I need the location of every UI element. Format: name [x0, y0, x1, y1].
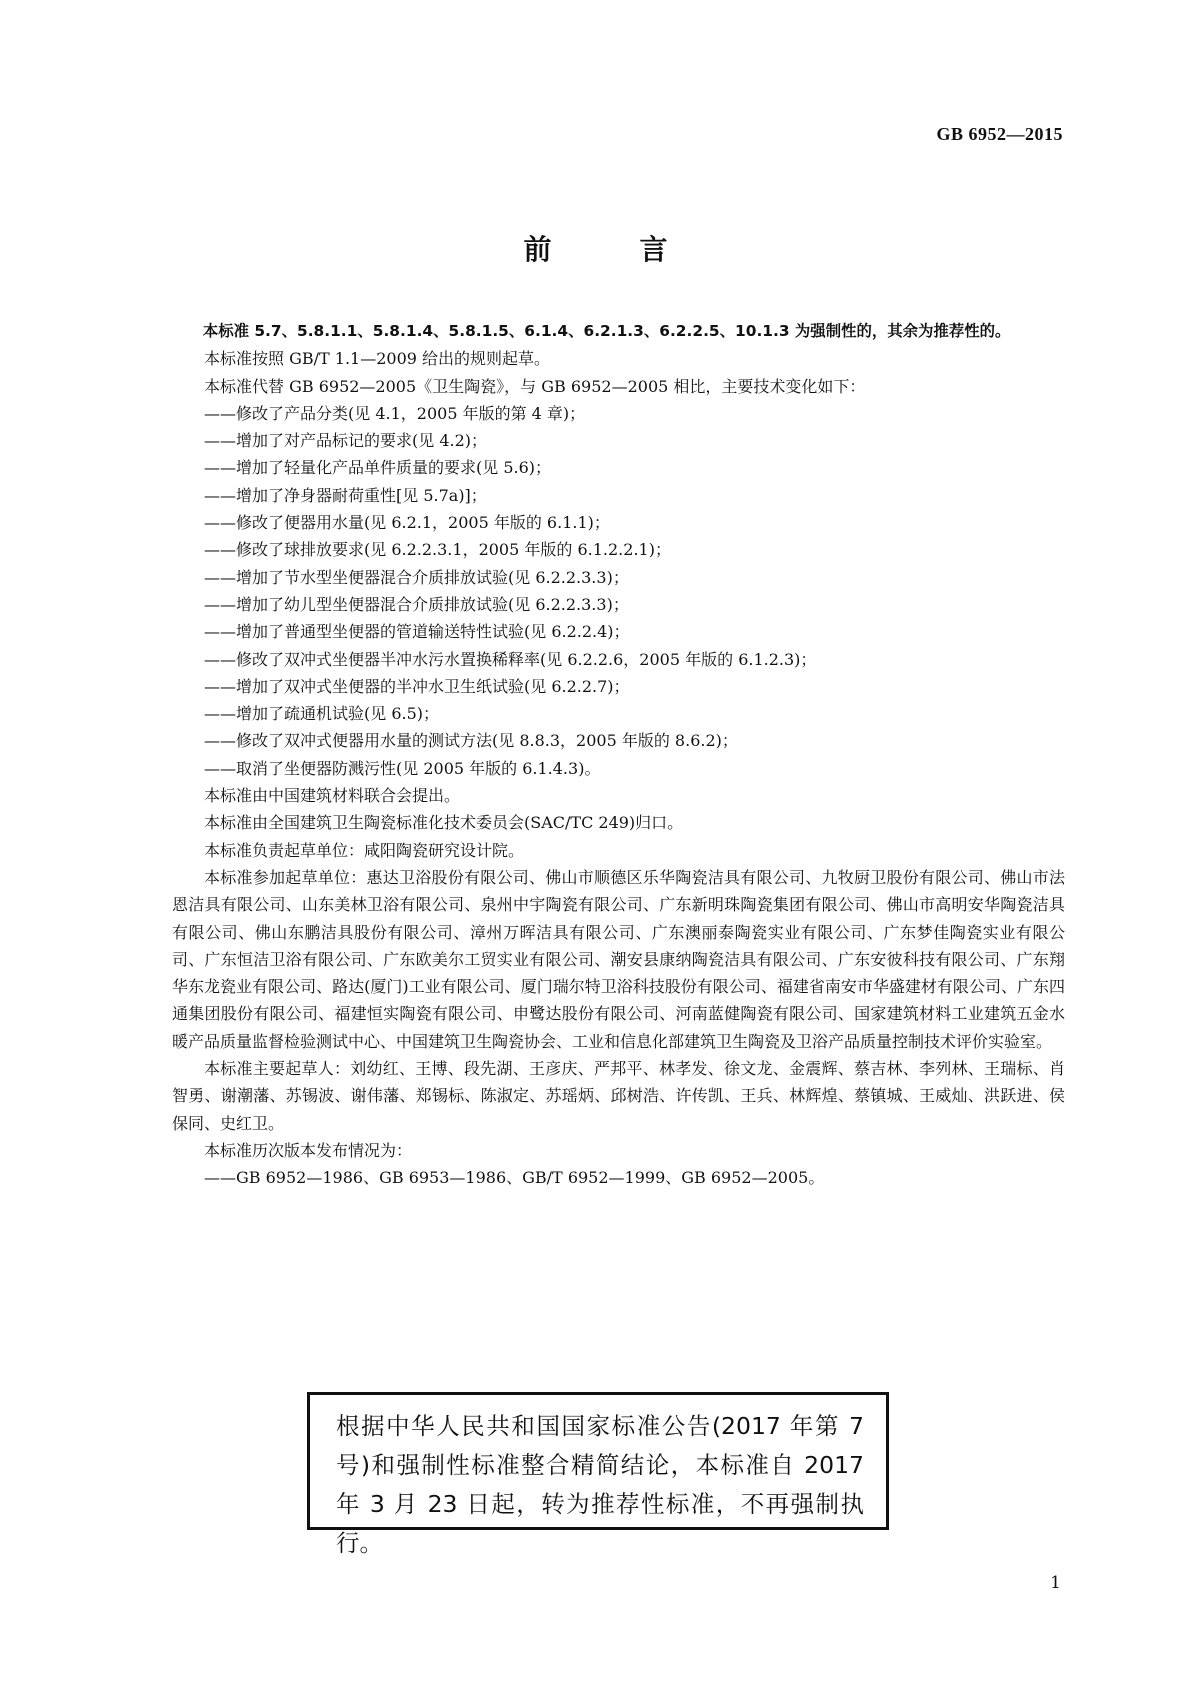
list-item: ——增加了幼儿型坐便器混合介质排放试验(见 6.2.2.3.3)； [204, 594, 629, 614]
history-list-item: ——GB 6952—1986、GB 6953—1986、GB/T 6952—1999、GB 6952—2005。 [204, 1168, 825, 1188]
list-item: ——修改了双冲式坐便器半冲水污水置换稀释率(见 6.2.2.6，2005 年版的 6.1.2.3)； [204, 649, 817, 669]
replaces-paragraph: 本标准代替 GB 6952—2005《卫生陶瓷》，与 GB 6952—2005 相比，主要技术变化如下： [204, 376, 866, 396]
list-item: ——增加了对产品标记的要求(见 4.2)； [204, 431, 488, 451]
page-title: 前 言 [523, 233, 698, 266]
list-item: ——修改了便器用水量(见 6.2.1，2005 年版的 6.1.1)； [204, 513, 610, 533]
main-drafters-paragraph: 本标准主要起草人：刘幼红、王博、段先湖、王彦庆、严邦平、林孝发、徐文龙、金震辉、蔡吉林、李列林、王瑞标、肖智勇、谢潮藩、苏锡波、谢伟藩、郑锡标、陈淑定、苏瑶炳、邱树浩、许传凯、王兵、林辉煌、蔡镇城、王威灿、洪跃进、侯保同、史红卫。 [172, 1059, 1065, 1133]
standard-code: GB 6952—2015 [936, 124, 1063, 144]
changes-list [172, 400, 1065, 782]
list-item: ——修改了产品分类(见 4.1，2005 年版的第 4 章)； [204, 403, 586, 423]
list-item: ——修改了球排放要求(见 6.2.2.3.1，2005 年版的 6.1.2.2.1)； [204, 540, 671, 560]
page-number: 1 [1050, 1573, 1061, 1593]
history-intro-paragraph: 本标准历次版本发布情况为： [204, 1140, 413, 1160]
proposed-by-paragraph: 本标准由中国建筑材料联合会提出。 [204, 786, 461, 806]
list-item: ——增加了轻量化产品单件质量的要求(见 5.6)； [204, 458, 552, 478]
list-item: ——修改了双冲式便器用水量的测试方法(见 8.8.3，2005 年版的 8.6.2)； [204, 731, 738, 751]
list-item: ——增加了净身器耐荷重性[见 5.7a)]； [204, 485, 487, 505]
mandatory-clauses-paragraph: 本标准 5.7、5.8.1.1、5.8.1.4、5.8.1.5、6.1.4、6.2.1.3、6.2.2.5、10.1.3 为强制性的，其余为推荐性的。 [202, 322, 1011, 340]
notice-box: 根据中华人民共和国国家标准公告(2017 年第 7 号)和强制性标准整合精简结论，本标准自 2017 年 3 月 23 日起，转为推荐性标准，不再强制执行。 [307, 1392, 889, 1530]
list-item: ——取消了坐便器防溅污性(见 2005 年版的 6.1.4.3)。 [204, 758, 601, 778]
list-item: ——增加了普通型坐便器的管道输送特性试验(见 6.2.2.4)； [204, 622, 630, 642]
drafting-rule-paragraph: 本标准按照 GB/T 1.1—2009 给出的规则起草。 [204, 349, 551, 369]
responsible-unit-paragraph: 本标准负责起草单位：咸阳陶瓷研究设计院。 [204, 840, 525, 860]
managed-by-paragraph: 本标准由全国建筑卫生陶瓷标准化技术委员会(SAC/TC 249)归口。 [204, 813, 684, 833]
list-item: ——增加了疏通机试验(见 6.5)； [204, 704, 440, 724]
participating-units-paragraph: 本标准参加起草单位：惠达卫浴股份有限公司、佛山市顺德区乐华陶瓷洁具有限公司、九牧厨卫股份有限公司、佛山市法恩洁具有限公司、山东美林卫浴有限公司、泉州中宇陶瓷有限公司、广东新明珠陶瓷集团有限公司、佛山市高明安华陶瓷洁具有限公司、佛山东鹏洁具股份有限公司、漳州万晖洁具有限公司、广东澳丽泰陶瓷实业有限公司、广东梦佳陶瓷实业有限公司、广东恒洁卫浴有限公司、广东欧美尔工贸实业有限公司、潮安县康纳陶瓷洁具有限公司、广东安彼科技有限公司、广东翔华东龙瓷业有限公司、路达(厦门)工业有限公司、厦门瑞尔特卫浴科技股份有限公司、福建省南安市华盛建材有限公司、广东四通集团股份有限公司、福建恒实陶瓷有限公司、申鹭达股份有限公司、河南蓝健陶瓷有限公司、国家建筑材料工业建筑五金水暖产品质量监督检验测试中心、中国建筑卫生陶瓷协会、工业和信息化部建筑卫生陶瓷及卫浴产品质量控制技术评价实验室。 [172, 867, 1065, 1051]
list-item: ——增加了双冲式坐便器的半冲水卫生纸试验(见 6.2.2.7)； [204, 676, 630, 696]
list-item: ——增加了节水型坐便器混合介质排放试验(见 6.2.2.3.3)； [204, 567, 629, 587]
foreword-body [172, 318, 1065, 1192]
